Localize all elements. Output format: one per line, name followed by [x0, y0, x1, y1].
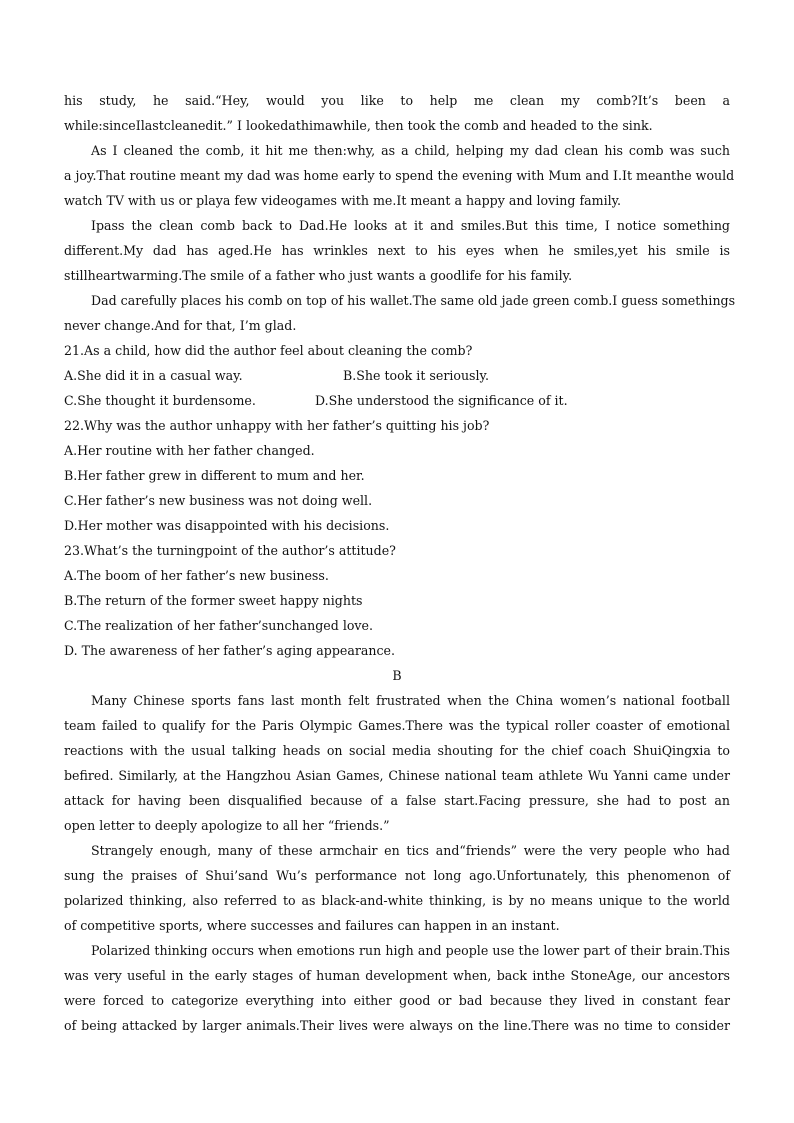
passage-a-line: Dad carefully places his comb on top of his wallet.The same old jade green comb.I guess somethings: [91, 293, 736, 308]
option-d: D.She understood the significance of it.: [315, 393, 568, 408]
question-21-stem: 21.As a child, how did the author feel about cleaning the comb?: [64, 343, 473, 358]
passage-a-line: As I cleaned the comb, it hit me then:why, as a child, helping my dad clean his comb was such: [91, 143, 730, 158]
option-a: A.She did it in a casual way.: [64, 368, 243, 383]
passage-a-line: watch TV with us or playa few videogames with me.It meant a happy and loving family.: [64, 193, 622, 208]
passage-a-line: while:sinceIlastcleanedit.” I lookedathimawhile, then took the comb and headed to the sink.: [64, 118, 653, 133]
passage-b-line: team failed to qualify for the Paris Olympic Games.There was the typical roller coaster of emotional: [64, 718, 730, 733]
question-23-stem: 23.What’s the turningpoint of the author’s attitude?: [64, 543, 396, 558]
passage-b-line: were forced to categorize everything into either good or bad because they lived in constant fear: [64, 993, 730, 1008]
option-b: B.She took it seriously.: [343, 368, 489, 383]
passage-b-line: befired. Similarly, at the Hangzhou Asian Games, Chinese national team athlete Wu Yanni came under: [64, 768, 730, 783]
section-heading: B: [392, 668, 402, 683]
option-c: C.The realization of her father’sunchanged love.: [64, 618, 374, 633]
document-page: [64, 88, 736, 1038]
option-c: C.She thought it burdensome.: [64, 393, 256, 408]
passage-a-line: a joy.That routine meant my dad was home early to spend the evening with Mum and I.It meanthe would: [64, 168, 735, 183]
passage-b-line: reactions with the usual talking heads on social media shouting for the chief coach ShuiQingxia to: [64, 743, 730, 758]
option-a: A.The boom of her father’s new business.: [64, 568, 329, 583]
passage-a-line: different.My dad has aged.He has wrinkles next to his eyes when he smiles,yet his smile is: [64, 243, 730, 258]
question-21-options-row-2: [64, 388, 730, 413]
passage-b-line: was very useful in the early stages of human development when, back inthe StoneAge, our ancestors: [64, 968, 730, 983]
passage-b-line: Strangely enough, many of these armchair en tics and“friends” were the very people who had: [91, 843, 730, 858]
passage-a-line: Ipass the clean comb back to Dad.He looks at it and smiles.But this time, I notice something: [91, 218, 730, 233]
passage-b-line: Polarized thinking occurs when emotions run high and people use the lower part of their brain.This: [91, 943, 730, 958]
passage-a-line: his study, he said.“Hey, would you like to help me clean my comb?It’s been a: [64, 93, 730, 108]
passage-b-line: polarized thinking, also referred to as black-and-white thinking, is by no means unique to the world: [64, 893, 730, 908]
passage-b-line: open letter to deeply apologize to all her “friends.”: [64, 818, 390, 833]
option-b: B.The return of the former sweet happy nights: [64, 593, 363, 608]
passage-b-line: Many Chinese sports fans last month felt frustrated when the China women’s national football: [91, 693, 730, 708]
passage-b-line: of competitive sports, where successes and failures can happen in an instant.: [64, 918, 560, 933]
option-b: B.Her father grew in different to mum and her.: [64, 468, 365, 483]
question-22-stem: 22.Why was the author unhappy with her father’s quitting his job?: [64, 418, 490, 433]
option-c: C.Her father’s new business was not doing well.: [64, 493, 373, 508]
passage-b-line: sung the praises of Shui’sand Wu’s performance not long ago.Unfortunately, this phenomenon of: [64, 868, 730, 883]
option-d: D.Her mother was disappointed with his decisions.: [64, 518, 390, 533]
passage-a-line: never change.And for that, I’m glad.: [64, 318, 297, 333]
question-21-options-row-1: [64, 363, 730, 388]
option-a: A.Her routine with her father changed.: [64, 443, 315, 458]
passage-b-line: attack for having been disqualified because of a false start.Facing pressure, she had to post an: [64, 793, 730, 808]
passage-a-line: stillheartwarming.The smile of a father who just wants a goodlife for his family.: [64, 268, 573, 283]
option-d: D. The awareness of her father’s aging appearance.: [64, 643, 396, 658]
passage-b-line: of being attacked by larger animals.Their lives were always on the line.There was no time to consider: [64, 1018, 730, 1033]
